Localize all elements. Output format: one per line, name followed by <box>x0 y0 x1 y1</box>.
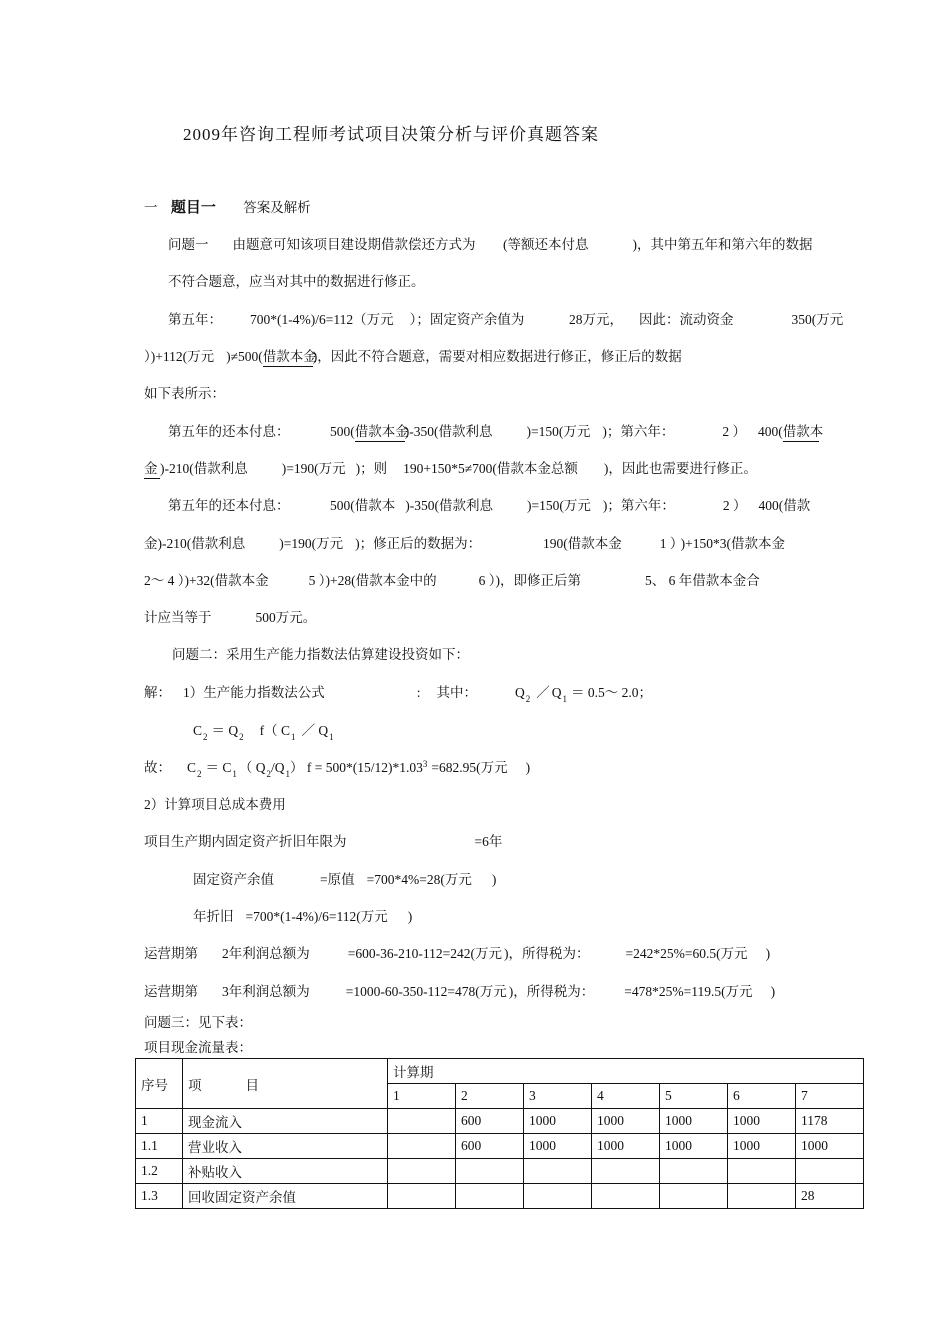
row-value: 600 <box>456 1109 524 1134</box>
year-cell: 5 <box>660 1084 728 1109</box>
text-line: 解： 1）生产能力指数法公式 : 其中： $Q_2$ ／ $Q_1$ ＝ 0.5～ 2.0； <box>144 685 653 704</box>
year-cell: 3 <box>524 1084 592 1109</box>
row-value: 1000 <box>592 1134 660 1159</box>
year-cell: 4 <box>592 1084 660 1109</box>
text-line: 固定资产余值 =原值 =700*4%=28(万元 ) <box>193 872 497 887</box>
formula: 故： $C_2 = C_1$ （ $Q_2/Q_1$） $f = 500*(15/12)*1.03^3 =682.95$(万元 ) <box>144 759 531 779</box>
cash-flow-table <box>135 1058 864 1209</box>
table-row <box>136 1159 864 1184</box>
row-value: 28 <box>796 1184 864 1209</box>
text-line: 第五年： 700*(1-4%)/6=112（万元 ）；固定资产余值为 <box>168 312 525 327</box>
text-line: ）)+112(万元 )≠500(借款本金)，因此不符合题意，需要对相应数据进行修正，修正后的数据 <box>144 348 682 367</box>
text-line: 500(借款本 )-350(借款利息 )=150(万元 )；第六年： 2 ） 400(借款 <box>330 498 811 513</box>
text-line: 不符合题意，应当对其中的数据进行修正。 <box>168 274 425 289</box>
header-years: 计算期 <box>388 1059 864 1084</box>
year-cell: 1 <box>388 1084 456 1109</box>
page-title: 2009年咨询工程师考试项目决策分析与评价真题答案 <box>183 125 599 144</box>
row-value <box>388 1184 456 1209</box>
year-cell: 6 <box>728 1084 796 1109</box>
row-value: 1000 <box>728 1109 796 1134</box>
row-value <box>728 1159 796 1184</box>
row-value <box>660 1184 728 1209</box>
table-row <box>136 1184 864 1209</box>
section-heading: 一 题目一 答案及解析 <box>144 200 311 216</box>
table-row <box>136 1109 864 1134</box>
row-value <box>388 1109 456 1134</box>
row-seq: 1.2 <box>136 1159 183 1184</box>
row-item: 回收固定资产余值 <box>183 1184 388 1209</box>
row-seq: 1.1 <box>136 1134 183 1159</box>
row-item: 现金流入 <box>183 1109 388 1134</box>
header-seq: 序号 <box>136 1059 183 1109</box>
row-value: 1000 <box>524 1134 592 1159</box>
row-seq: 1.3 <box>136 1184 183 1209</box>
row-value <box>660 1159 728 1184</box>
year-cell: 7 <box>796 1084 864 1109</box>
text-line: 190(借款本金 1 ） )+150*3(借款本金 <box>543 536 785 551</box>
header-item: 项 目 <box>183 1059 388 1109</box>
table-row <box>136 1134 864 1159</box>
text-line: 第五年的还本付息： <box>168 498 290 513</box>
formula: $C_2 = Q_2$ f（ $C_1$ ／ $Q_1$ <box>193 723 334 742</box>
row-value: 1000 <box>796 1134 864 1159</box>
text-line: 金)-210(借款利息 )=190(万元 )；修正后的数据为： <box>144 536 482 551</box>
text-line: 计应当等于 500万元。 <box>144 610 317 625</box>
year-cell: 2 <box>456 1084 524 1109</box>
row-value <box>592 1184 660 1209</box>
row-seq: 1 <box>136 1109 183 1134</box>
row-value <box>388 1159 456 1184</box>
row-item: 营业收入 <box>183 1134 388 1159</box>
text-line: 运营期第 2年利润总额为 =600-36-210-112=242(万元 )，所得税为： =242*25%=60.5(万元 ) <box>144 946 771 961</box>
row-value: 1000 <box>524 1109 592 1134</box>
text-line: 项目生产期内固定资产折旧年限为 =6年 <box>144 834 503 849</box>
row-value: 1178 <box>796 1109 864 1134</box>
text-line: 500(借款本金)-350(借款利息 )=150(万元 )；第六年： 2 ） 400(借款本 <box>330 423 819 442</box>
table-header-row <box>136 1059 864 1084</box>
text-line: (等额还本付息 )，其中第五年和第六年的数据 <box>503 237 813 252</box>
text-line: 年折旧 =700*(1-4%)/6=112(万元 ) <box>193 909 413 924</box>
row-value <box>592 1159 660 1184</box>
row-value: 1000 <box>728 1134 796 1159</box>
text-line: 28万元， 因此：流动资金 350(万元 <box>569 312 844 327</box>
row-value: 1000 <box>660 1109 728 1134</box>
row-value <box>388 1134 456 1159</box>
text-line: 问题三：见下表： <box>144 1015 252 1030</box>
text-line: 2～ 4 ）)+32(借款本金 5 ）)+28(借款本金中的 6 ）)，即修正后第 5、 6 年借款本金合 <box>144 573 760 588</box>
row-value <box>728 1184 796 1209</box>
row-value <box>796 1159 864 1184</box>
row-value <box>456 1159 524 1184</box>
text-line: 2）计算项目总成本费用 <box>144 797 286 812</box>
row-value: 1000 <box>592 1109 660 1134</box>
table-caption: 项目现金流量表： <box>144 1040 252 1055</box>
question-heading: 问题二：采用生产能力指数法估算建设投资如下： <box>172 647 469 662</box>
row-value: 600 <box>456 1134 524 1159</box>
row-value <box>524 1184 592 1209</box>
text-line: 问题一 由题意可知该项目建设期借款偿还方式为 <box>168 237 476 252</box>
row-value <box>456 1184 524 1209</box>
text-line: 如下表所示： <box>144 386 225 401</box>
text-line: 第五年的还本付息： <box>168 424 290 439</box>
row-value: 1000 <box>660 1134 728 1159</box>
text-line: 运营期第 3年利润总额为 =1000-60-350-112=478(万元 )，所得税为： =478*25%=119.5(万元 ) <box>144 984 776 999</box>
row-value <box>524 1159 592 1184</box>
row-item: 补贴收入 <box>183 1159 388 1184</box>
text-line: 金 )-210(借款利息 )=190(万元 )；则 190+150*5≠700(借款本金总额 )，因此也需要进行修正。 <box>144 460 757 479</box>
